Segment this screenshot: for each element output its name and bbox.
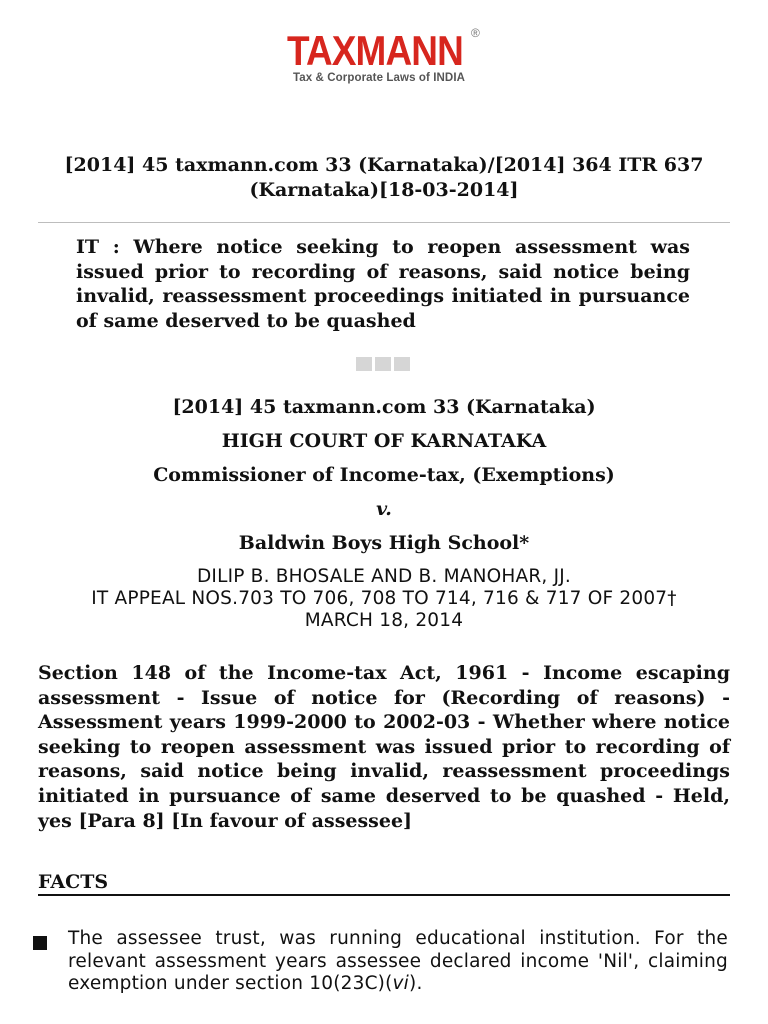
section-separator: [356, 357, 412, 371]
facts-heading: FACTS: [38, 871, 109, 893]
divider: [38, 222, 730, 223]
logo-wordmark: TAXMANN: [287, 27, 463, 74]
registered-mark: ®: [471, 26, 480, 40]
appellant: Commissioner of Income-tax, (Exemptions): [153, 464, 615, 486]
fact-text-italic: vi: [392, 973, 410, 994]
respondent: Baldwin Boys High School*: [238, 532, 530, 554]
header: [0, 28, 768, 90]
taxmann-logo[interactable]: [287, 28, 487, 90]
logo-tagline: Tax & Corporate Laws of INDIA: [293, 72, 466, 84]
fact-text-end: ).: [409, 973, 423, 994]
separator-block: [375, 357, 391, 371]
fact-item: [68, 928, 728, 996]
case-citation: [2014] 45 taxmann.com 33 (Karnataka): [172, 396, 596, 418]
case-summary: Section 148 of the Income-tax Act, 1961 - Income escaping assessment - Issue of notice for (Recording of reasons) - Assessment years 1999-2000 to 2002-03 - Whether where notice seeking to reopen assessment was issued prior to recording of reasons, said notice being invalid, reassessment proceedings initiated in pursuance of same deserved to be quashed - Held, yes [Para 8] [In favour of assessee]: [38, 662, 730, 832]
facts-divider: [38, 894, 730, 896]
fact-text: The assessee trust, was running educational institution. For the relevant assessment years assessee declared income 'Nil', claiming exemption under section 10(23C)(: [68, 928, 728, 994]
bullet-square-icon: [33, 936, 47, 950]
judgment-date: MARCH 18, 2014: [304, 610, 464, 631]
judges: DILIP B. BHOSALE AND B. MANOHAR, JJ.: [196, 566, 571, 587]
headnote: IT : Where notice seeking to reopen assessment was issued prior to recording of reasons, said notice being invalid, reassessment proceedings initiated in pursuance of same deserved to be quashed: [76, 236, 690, 332]
page-citation: [2014] 45 taxmann.com 33 (Karnataka)/[2014] 364 ITR 637 (Karnataka)[18-03-2014]: [64, 154, 704, 201]
separator-block: [356, 357, 372, 371]
versus: v.: [376, 498, 392, 520]
separator-block: [394, 357, 410, 371]
court-name: HIGH COURT OF KARNATAKA: [221, 430, 547, 452]
appeal-numbers: IT APPEAL NOS.703 TO 706, 708 TO 714, 716 & 717 OF 2007†: [91, 588, 677, 609]
